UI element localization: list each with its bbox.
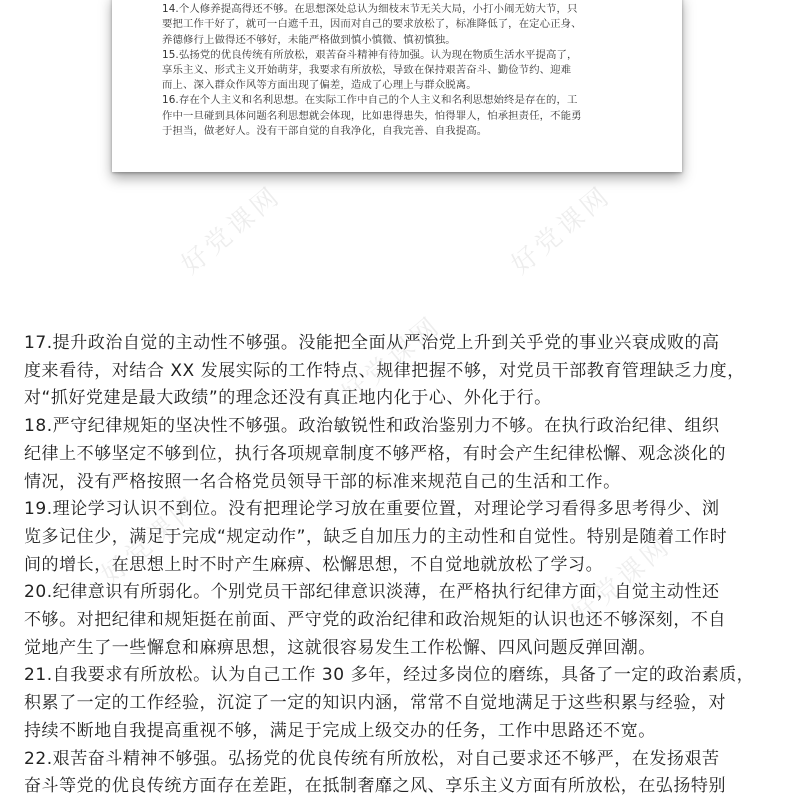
- preview-line: 养德修行上做得还不够好，未能严格做到慎小慎微、慎初慎独。: [162, 33, 456, 46]
- body-line: 觉地产生了一些懈怠和麻痹思想，这就很容易发生工作松懈、四风问题反弹回潮。: [24, 637, 656, 658]
- watermark: 好党课网: [566, 530, 678, 631]
- body-line: 览多记住少，满足于完成“规定动作”，缺乏自加压力的主动性和自觉性。特别是随着工作时: [24, 526, 728, 547]
- body-line: 度来看待，对结合 XX 发展实际的工作特点、规律把握不够，对党员干部教育管理缺乏力度，: [24, 360, 745, 381]
- preview-line: 14.个人修养提高得还不够。在思想深处总认为细枝末节无关大局，小打小闹无妨大节，只: [162, 3, 578, 16]
- document-preview-card: [112, 0, 682, 172]
- body-line: 21.自我要求有所放松。认为自己工作 30 多年，经过多岗位的磨练，具备了一定的政治素质，: [24, 665, 755, 686]
- body-line: 19.理论学习认识不到位。没有把理论学习放在重要位置，对理论学习看得多思考得少、浏: [24, 499, 720, 520]
- preview-line: 而上、深入群众作风等方面出现了偏差，造成了心理上与群众脱离。: [162, 79, 477, 92]
- body-line: 情况，没有严格按照一名合格党员领导干部的标准来规范自己的生活和工作。: [24, 471, 621, 492]
- preview-line: 作中一旦碰到具体问题名利思想就会体现，比如患得患失，怕得罪人，怕承担责任，不能勇: [162, 109, 582, 122]
- body-line: 20.纪律意识有所弱化。个别党员干部纪律意识淡薄，在严格执行纪律方面，自觉主动性还: [24, 582, 720, 603]
- body-line: 对“抓好党建是最大政绩”的理念还没有真正地内化于心、外化于行。: [24, 388, 552, 409]
- body-line: 不够。对把纪律和规矩挺在前面、严守党的政治纪律和政治规矩的认识也还不够深刻，不自: [24, 610, 726, 631]
- body-line: 18.严守纪律规矩的坚决性不够强。政治敏锐性和政治鉴别力不够。在执行政治纪律、组织: [24, 416, 720, 437]
- watermark: 好党课网: [96, 490, 208, 591]
- body-line: 奋斗等党的优良传统方面存在差距，在抵制奢靡之风、享乐主义方面有所放松，在弘扬特别: [24, 776, 726, 797]
- body-line: 17.提升政治自觉的主动性不够强。没能把全面从严治党上升到关乎党的事业兴衰成败的高: [24, 333, 720, 353]
- preview-line: 享乐主义、形式主义开始萌芽，我要求有所放松，导致在保持艰苦奋斗、勤俭节约、迎难: [162, 64, 572, 77]
- watermark: 好党课网: [506, 180, 618, 281]
- body-line: 间的增长，在思想上时不时产生麻痹、松懈思想，不自觉地就放松了学习。: [24, 554, 604, 575]
- watermark: 好党课网: [176, 180, 288, 281]
- preview-line: 于担当，做老好人。没有干部自觉的自我净化，自我完善、自我提高。: [162, 124, 488, 137]
- watermark: 好党课网: [336, 310, 448, 411]
- preview-line: 15.弘扬党的优良传统有所放松，艰苦奋斗精神有待加强。认为现在物质生活水平提高了，: [162, 48, 578, 61]
- preview-line: 要把工作干好了，就可一白遮千丑，因而对自己的要求放松了，标准降低了，在定心正身、: [162, 18, 582, 31]
- preview-line: 16.存在个人主义和名利思想。在实际工作中自己的个人主义和名利思想始终是存在的，工: [162, 94, 578, 107]
- body-line: 22.艰苦奋斗精神不够强。弘扬党的优良传统有所放松，对自己要求还不够严，在发扬艰苦: [24, 748, 720, 769]
- document-body: [24, 330, 784, 801]
- body-line: 纪律上不够坚定不够到位，执行各项规章制度不够严格，有时会产生纪律松懈、观念淡化的: [24, 443, 726, 464]
- preview-text-block: [162, 0, 662, 139]
- body-line: 持续不断地自我提高重视不够，满足于完成上级交办的任务，工作中思路还不宽。: [24, 720, 656, 741]
- body-line: 积累了一定的工作经验，沉淀了一定的知识内涵，常常不自觉地满足于这些积累与经验，对: [24, 693, 726, 714]
